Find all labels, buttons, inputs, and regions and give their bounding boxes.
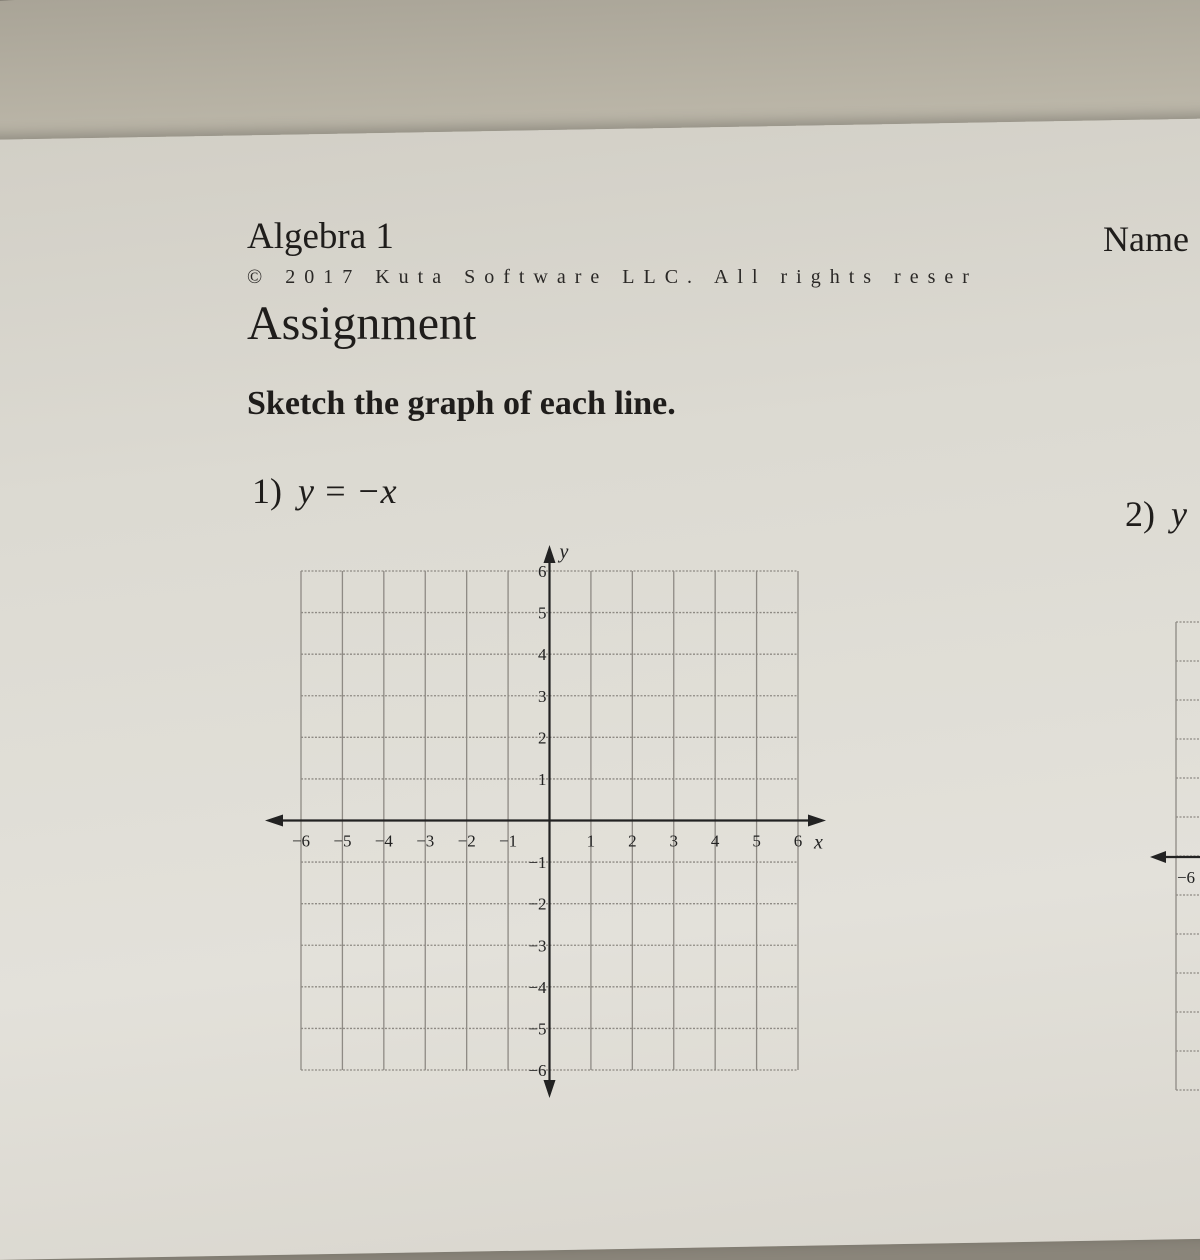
y-tick-label: 2 (538, 728, 547, 748)
x-tick-label: −3 (416, 831, 435, 851)
x-tick-label: −4 (374, 831, 393, 851)
y-axis-arrow-down (544, 1080, 556, 1098)
y-axis-arrow-up (544, 545, 556, 563)
coordinate-grid-2-partial (1150, 622, 1200, 1090)
y-tick-label: 3 (538, 686, 547, 706)
x-tick-label: 4 (710, 831, 720, 851)
instructions: Sketch the graph of each line. (247, 385, 676, 422)
course-title: Algebra 1 (247, 216, 394, 257)
x-axis-arrow-left (1150, 851, 1166, 863)
y-tick-label: −4 (528, 977, 547, 997)
x-tick-label: 1 (586, 831, 596, 851)
problem-2-number: 2) (1125, 494, 1155, 534)
x-axis-arrow-left (265, 815, 283, 827)
copyright-line: © 2017 Kuta Software LLC. All rights reser (247, 266, 978, 288)
x-tick-label: 5 (752, 831, 761, 851)
x-tick-label: −6 (1176, 868, 1196, 887)
x-tick-label: −2 (457, 831, 476, 851)
x-tick-label: −1 (499, 831, 518, 851)
y-tick-label: 6 (538, 562, 547, 581)
y-tick-label: −6 (528, 1061, 547, 1080)
y-tick-label: 1 (538, 769, 547, 789)
x-axis-label: x (814, 831, 823, 854)
y-tick-label: −3 (528, 936, 547, 956)
y-axis-label: y (559, 541, 569, 563)
x-tick-label: 6 (793, 831, 803, 851)
y-tick-label: −1 (528, 853, 547, 873)
x-tick-label: 2 (628, 831, 637, 851)
problem-1-equation: y = −x (298, 471, 397, 511)
x-axis-arrow-right (808, 815, 826, 827)
x-tick-label: −6 (291, 831, 311, 851)
problem-2-equation: y (1171, 494, 1187, 534)
assignment-title: Assignment (247, 297, 477, 350)
y-tick-label: 5 (538, 603, 547, 623)
x-tick-label: −5 (333, 831, 352, 851)
coordinate-grid-1 (265, 541, 826, 1098)
y-tick-label: −2 (528, 894, 547, 914)
x-tick-label: 3 (669, 831, 678, 851)
y-tick-label: −5 (528, 1019, 547, 1039)
name-label: Name (1103, 219, 1189, 259)
y-tick-label: 4 (538, 645, 547, 665)
problem-1-number: 1) (252, 471, 282, 511)
